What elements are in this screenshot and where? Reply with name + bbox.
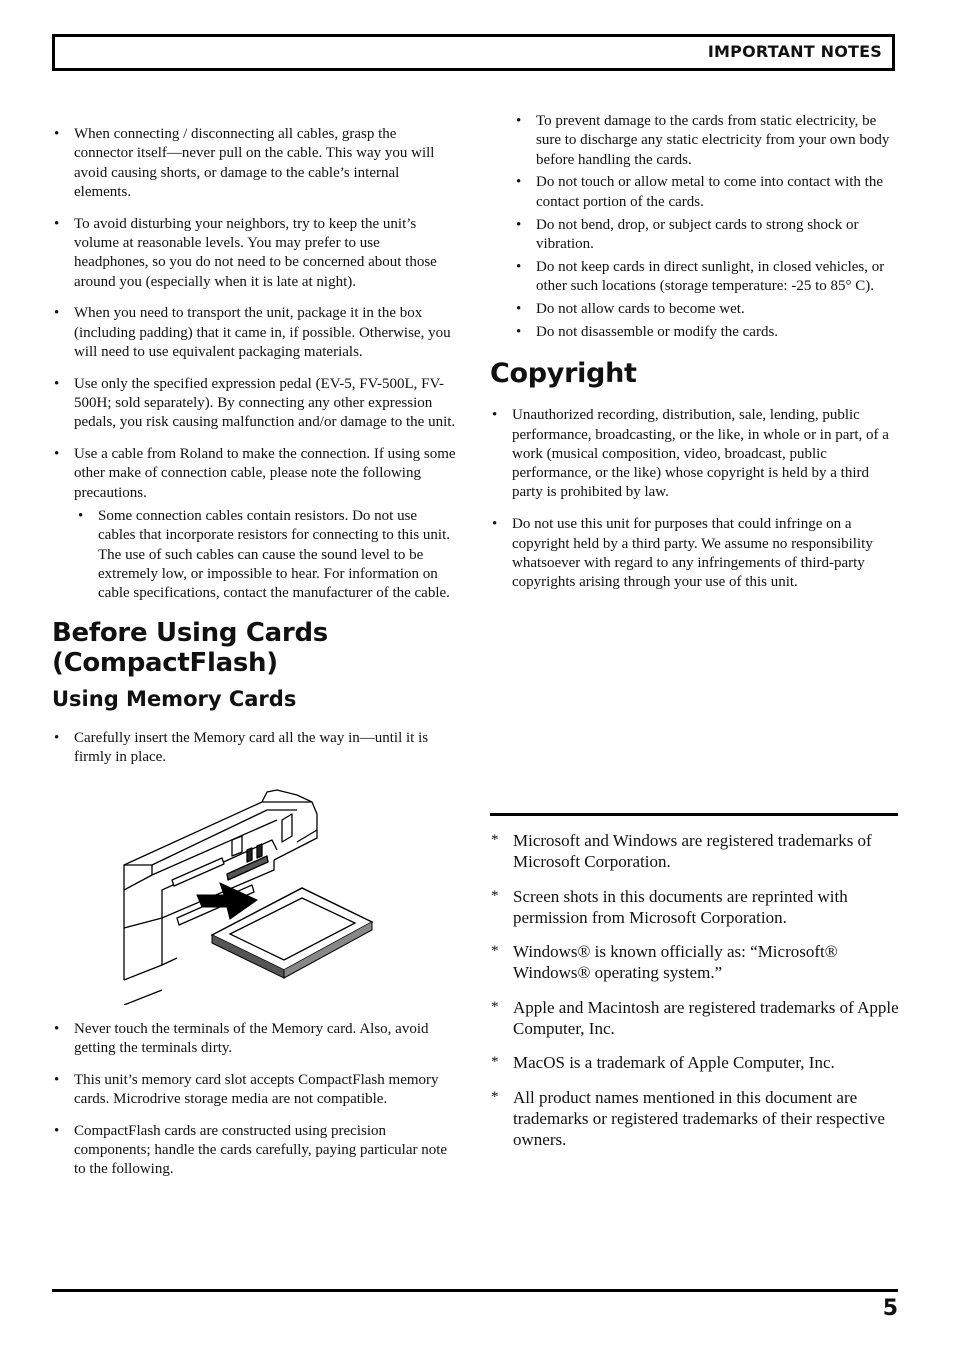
list-item: * Windows® is known officially as: “Microsoft® Windows® operating system.” [490,941,900,983]
list-item: • Do not bend, drop, or subject cards to strong shock or vibration. [514,216,898,255]
list-item: • Do not touch or allow metal to come into contact with the contact portion of the cards. [514,173,898,212]
right-column [490,112,898,605]
general-notes-list [52,125,457,604]
trademark-rule [490,813,898,816]
list-item: • Never touch the terminals of the Memory card. Also, avoid getting the terminals dirty. [52,1020,457,1059]
list-item: • Do not allow cards to become wet. [514,300,898,319]
sub-list [74,507,457,603]
memory-card-list-2 [52,1020,457,1180]
left-column [52,125,457,1192]
list-item: • To avoid disturbing your neighbors, try to keep the unit’s volume at reasonable levels. You may prefer to use headphones, so you do not need to be concerned about those around you (especially when it is late at night). [52,215,457,292]
list-item: • Unauthorized recording, distribution, sale, lending, public performance, broadcasting, or the like, in whole or in part, of a work (musical composition, video, broadcast, public performance, or the like) whose copyright is held by a third party is prohibited by law. [490,406,898,502]
sub-list-item: • Some connection cables contain resistors. Do not use cables that incorporate resistors for connecting to this unit. The use of such cables can cause the sound level to be extremely low, or impossible to hear. For information on cable specifications, contact the manufacturer of the cable. [74,507,457,603]
list-item: • Do not disassemble or modify the cards. [514,323,898,342]
list-item: * Apple and Macintosh are registered trademarks of Apple Computer, Inc. [490,997,900,1039]
list-item: * All product names mentioned in this document are trademarks or registered trademarks of their respective owners. [490,1087,900,1150]
copyright-title: Copyright [490,358,637,390]
section-title [52,618,457,678]
list-item: * MacOS is a trademark of Apple Computer, Inc. [490,1052,900,1073]
subsection-title: Using Memory Cards [52,686,297,711]
section-title-line2: (CompactFlash) [52,647,278,678]
list-item: • Carefully insert the Memory card all the way in—until it is firmly in place. [52,729,457,768]
list-item: • When you need to transport the unit, package it in the box (including padding) that it came in, if possible. Otherwise, you will need to use equivalent packaging materials. [52,304,457,362]
list-item: • When connecting / disconnecting all cables, grasp the connector itself—never pull on the cable. This way you will avoid causing shorts, or damage to the cable’s internal elements. [52,125,457,202]
list-item: * Microsoft and Windows are registered trademarks of Microsoft Corporation. [490,830,900,872]
list-item: • This unit’s memory card slot accepts CompactFlash memory cards. Microdrive storage media are not compatible. [52,1071,457,1110]
list-item: • Use only the specified expression pedal (EV-5, FV-500L, FV-500H; sold separately). By connecting any other expression pedals, you risk causing malfunction and/or damage to the unit. [52,375,457,433]
memory-card-list-1 [52,729,457,768]
list-item-text: Use a cable from Roland to make the connection. If using some other make of connection cable, please note the following precautions. [74,446,456,501]
header-box [52,34,895,71]
card-slot-drawing [52,780,457,1005]
header-title: IMPORTANT NOTES [707,42,882,61]
card-handling-list [514,112,898,342]
footer-rule [52,1289,898,1292]
list-item [52,445,457,603]
trademark-list [490,830,900,1150]
list-item: • CompactFlash cards are constructed using precision components; handle the cards carefully, paying particular note to the following. [52,1122,457,1180]
trademark-section [490,830,900,1163]
list-item: • Do not keep cards in direct sunlight, in closed vehicles, or other such locations (storage temperature: -25 to 85° C). [514,258,898,297]
list-item: • Do not use this unit for purposes that could infringe on a copyright held by a third party. We assume no responsibility whatsoever with regard to any infringements of third-party copyrights arising through your use of this unit. [490,515,898,592]
card-insertion-illustration [52,780,457,1005]
list-item: * Screen shots in this documents are reprinted with permission from Microsoft Corporation. [490,886,900,928]
copyright-list [490,406,898,592]
list-item: • To prevent damage to the cards from static electricity, be sure to discharge any static electricity from your own body before handling the cards. [514,112,898,170]
page-number: 5 [882,1296,898,1321]
section-title-line1: Before Using Cards [52,617,328,648]
